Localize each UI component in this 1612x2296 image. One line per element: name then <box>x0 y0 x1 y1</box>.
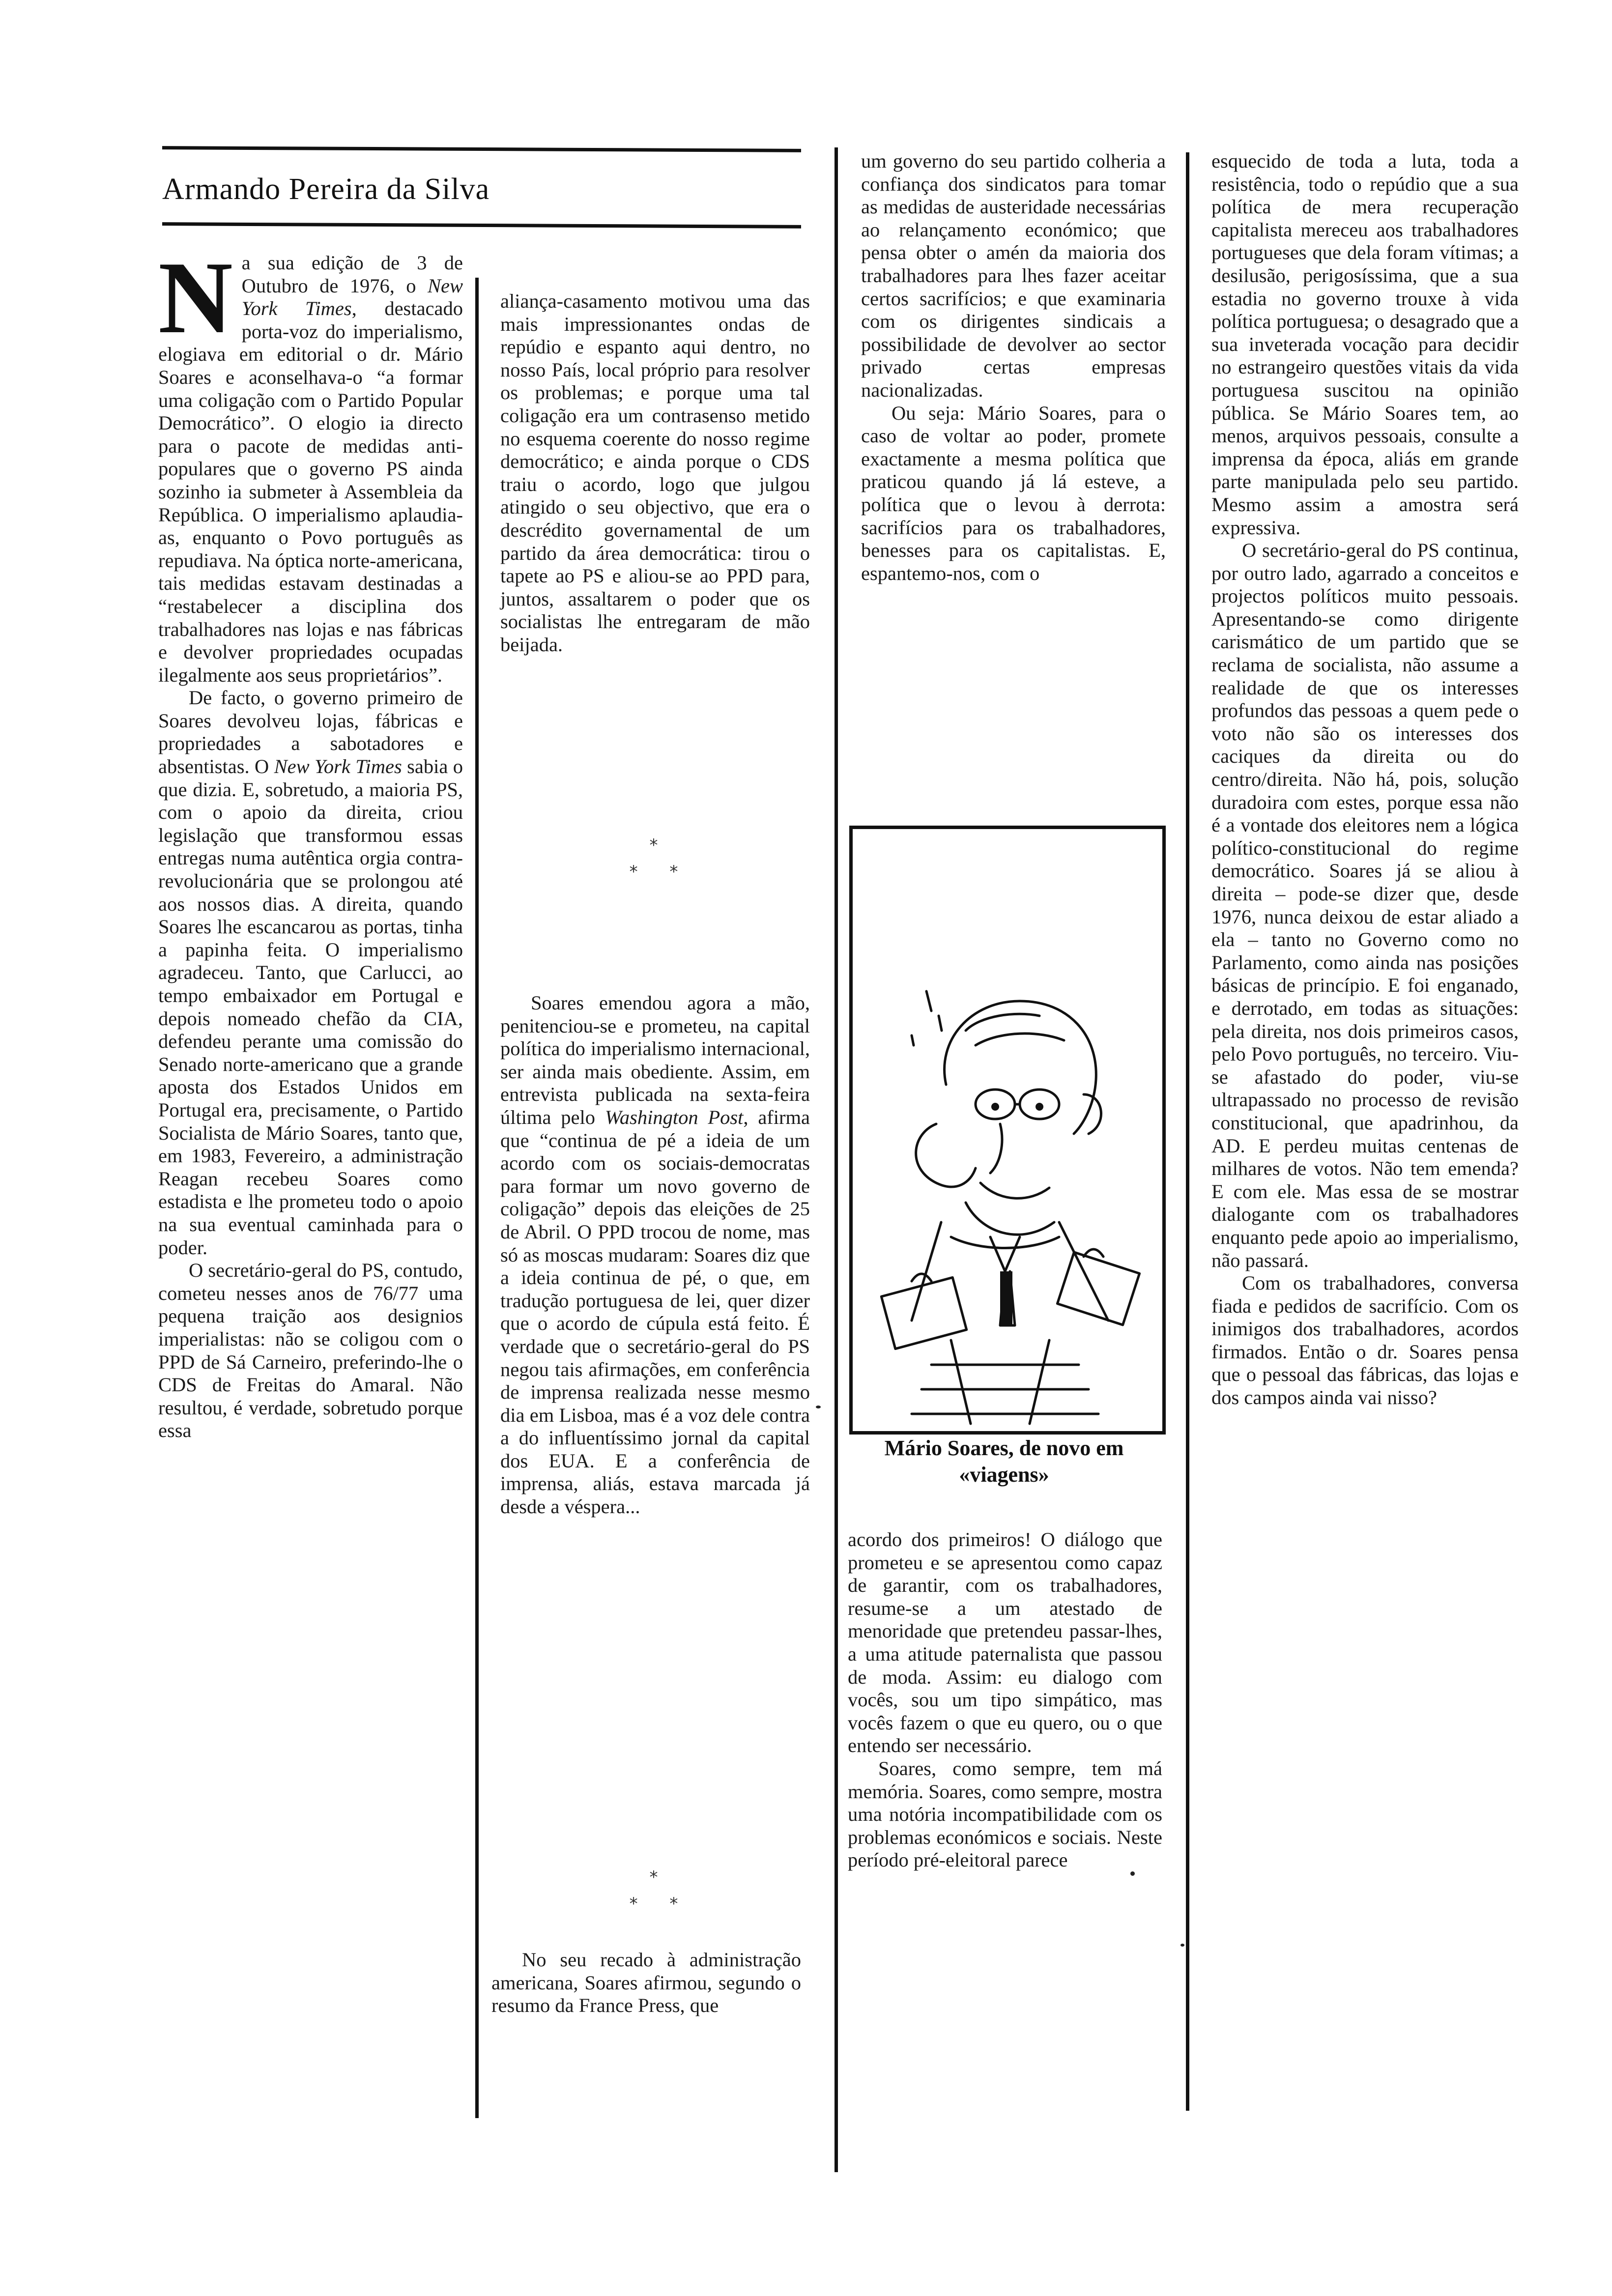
publication-title: Washington Post <box>604 1106 744 1128</box>
column-2-body-part-3 <box>491 1949 801 2017</box>
column-4-body <box>1211 150 1519 1409</box>
paragraph-text: sabia o que dizia. E, sobretudo, a maioria PS, com o apoio da direita, criou legislação que transformou essas entregas numa autêntica orgia contra-revolucionária que se prolongou até aos nossos dias. A direita, quando Soares lhe escancarou as portas, tinha a papinha feita. O imperialismo agradeceu. Tanto, que Carlucci, ao tempo embaixador em Portugal e depois nomeado chefão da CIA, defendeu perante uma comissão do Senado norte-americano que a grande aposta dos Estados Unidos em Portugal era, precisamente, o Partido Socialista de Mário Soares, tanto que, em 1983, Fevereiro, a administração Reagan recebeu Soares como estadista e lhe prometeu todo o apoio na sua eventual caminhada para o poder. <box>158 755 463 1259</box>
article-column-4 <box>1211 150 1519 1409</box>
article-paragraph <box>1211 539 1519 1272</box>
article-column-3-continued <box>848 1528 1162 1872</box>
column-divider-3 <box>1186 152 1189 2111</box>
article-paragraph <box>158 687 463 1259</box>
column-1-body <box>158 241 463 1442</box>
column-divider-2 <box>835 147 838 2172</box>
article-paragraph <box>1211 150 1519 539</box>
top-rule <box>162 146 801 152</box>
star-pair: * * <box>629 862 678 882</box>
star-pair: * * <box>629 1894 678 1914</box>
illustration-caption <box>849 1435 1159 1488</box>
publication-title: New York Times <box>241 274 463 320</box>
paragraph-text: a sua edição de 3 de Outubro de 1976, o <box>241 252 463 297</box>
caption-line-1: Mário Soares, de novo em <box>884 1436 1124 1460</box>
paragraph-text: , afirma que “continua de pé a ideia de um acordo com os sociais-democratas para formar um novo governo de coligação” depois das eleições de 25 de Abril. O PPD trocou de nome, mas só as moscas mudaram: Soares diz que a ideia continua de pé, o que, em tradução portuguesa de lei, quer dizer que o acordo de cúpula está feito. É verdade que o secretário-geral do PS negou tais afirmações, em conferência de imprensa realizada nesse mesmo dia em Lisboa, mas é a voz dele contra a do influentíssimo jornal da capital dos EUA. E a conferência de imprensa, aliás, estava marcada já desde a véspera... <box>500 1106 810 1518</box>
drop-cap: N <box>158 241 233 355</box>
column-2-body-part-1 <box>500 290 810 657</box>
paragraph-text: Com os trabalhadores, conversa fiada e pedidos de sacrifício. Com os inimigos dos trabalhadores, acordos firmados. Então o dr. Soares pensa que o pessoal das fábricas, das lojas e dos campos ainda vai nisso? <box>1211 1272 1519 1409</box>
article-column-2-continued <box>500 992 810 1519</box>
article-paragraph <box>861 150 1166 402</box>
paragraph-text: Soares emendou agora a mão, penitenciou-se e prometeu, na capital política do imperialismo internacional, ser ainda mais obediente. Assim, em entrevista publicada na sexta-feira última pelo <box>500 992 810 1128</box>
article-column-2-end <box>491 1949 801 2017</box>
article-column-3 <box>861 150 1166 585</box>
article-paragraph <box>1211 1272 1519 1409</box>
author-byline: Armando Pereira da Silva <box>162 172 490 206</box>
paragraph-text: esquecido de toda a luta, toda a resistência, todo o repúdio que a sua política de mera recuperação capitalista mereceu aos trabalhadores portugueses que dela foram vítimas; a desilusão, perigosíssima, que a sua estadia no governo trouxe à vida política portuguesa; o desagrado que a sua inveterada vocação para decidir no estrangeiro questões vitais da vida portuguesa suscitou na opinião pública. Se Mário Soares tem, ao menos, arquivos pessoais, consulte a imprensa da época, aliás em grande parte manipulada pelo seu partido. Mesmo assim a amostra será expressiva. <box>1211 150 1519 539</box>
scan-speck <box>816 1406 821 1408</box>
scan-speck <box>1130 1871 1135 1876</box>
paragraph-text: No seu recado à administração americana, Soares afirmou, segundo o resumo da France Press, que <box>491 1949 801 2017</box>
scan-speck <box>1180 1944 1184 1947</box>
column-3-body-part-2 <box>848 1528 1162 1872</box>
section-break-1 <box>590 835 718 882</box>
paragraph-text: De facto, o governo primeiro de Soares devolveu lojas, fábricas e propriedades a sabotadores e absentistas. O <box>158 687 463 778</box>
caricature-illustration <box>849 826 1166 1435</box>
article-paragraph <box>848 1757 1162 1872</box>
paragraph-text: um governo do seu partido colheria a confiança dos sindicatos para tomar as medidas de austeridade necessárias ao relançamento económico; que pensa obter o amén da maioria dos trabalhadores para lhes fazer aceitar certos sacrifícios; e que examinaria com os dirigentes sindicais a possibilidade de devolver ao sector privado certas empresas nacionalizadas. <box>861 150 1166 401</box>
article-paragraph <box>861 402 1166 585</box>
paragraph-text: , destacado porta-voz do imperialismo, elogiava em editorial o dr. Mário Soares e aconselhava-o “a formar uma coligação com o Partido Popular Democrático”. O elogio ia directo para o pacote de medidas anti-populares que o governo PS ainda sozinho ia submeter à Assembleia da República. O imperialismo aplaudia-as, enquanto o Povo português as repudiava. Na óptica norte-americana, tais medidas estavam destinadas a “restabelecer a disciplina dos trabalhadores nas lojas e nas fábricas e devolver propriedades ocupadas ilegalmente aos seus proprietários”. <box>158 297 463 686</box>
article-paragraph <box>848 1528 1162 1757</box>
star-top: * <box>649 1867 658 1887</box>
paragraph-text: aliança-casamento motivou uma das mais impressionantes ondas de repúdio e espanto aqui dentro, no nosso País, local próprio para resolver os problemas; e porque uma tal coligação era um contrasenso metido no esquema coerente do nosso regime democrático; e ainda porque o CDS traiu o acordo, logo que julgou atingido o seu objectivo, que era o descrédito governamental de um partido da área democrática: tirou o tapete ao PS e aliou-se ao PPD para, juntos, assaltarem o poder que os socialistas lhe entregaram de mão beijada. <box>500 290 810 656</box>
caricature-drawing-icon <box>853 829 1162 1431</box>
caption-line-2: «viagens» <box>959 1463 1049 1487</box>
publication-title: New York Times <box>274 755 402 778</box>
paragraph-text: acordo dos primeiros! O diálogo que prometeu e se apresentou como capaz de garantir, com os trabalhadores, resume-se a um atestado de menoridade que pretendeu passar-lhes, a uma atitude paternalista que passou de moda. Assim: eu dialogo com vocês, sou um tipo simpático, mas vocês fazem o que eu quero, ou o que entendo ser necessário. <box>848 1528 1162 1757</box>
section-break-2 <box>590 1867 718 1914</box>
byline-bottom-rule <box>162 222 801 229</box>
paragraph-text: Soares, como sempre, tem má memória. Soares, como sempre, mostra uma notória incompatibilidade com os problemas económicos e sociais. Neste período pré-eleitoral parece <box>848 1757 1162 1871</box>
paragraph-text: O secretário-geral do PS, contudo, cometeu nesses anos de 76/77 uma pequena traição aos designios imperialistas: não se coligou com o PPD de Sá Carneiro, preferindo-lhe o CDS de Freitas do Amaral. Não resultou, é verdade, sobretudo porque essa <box>158 1259 463 1442</box>
article-paragraph <box>491 1949 801 2017</box>
column-divider-1 <box>475 278 479 2118</box>
paragraph-text: Ou seja: Mário Soares, para o caso de voltar ao poder, promete exactamente a mesma política que praticou quando já lá esteve, a política que o levou à derrota: sacrifícios para os trabalhadores, benesses para os capitalistas. E, espantemo-nos, com o <box>861 402 1166 584</box>
article-paragraph <box>500 290 810 657</box>
column-2-body-part-2 <box>500 992 810 1519</box>
article-column-1 <box>158 241 463 1442</box>
column-3-body-part-1 <box>861 150 1166 585</box>
article-paragraph <box>158 1259 463 1442</box>
article-column-2 <box>500 290 810 657</box>
star-top: * <box>649 835 658 855</box>
paragraph-text: O secretário-geral do PS continua, por outro lado, agarrado a conceitos e projectos políticos muito pessoais. Apresentando-se como dirigente carismático de um partido que se reclama de socialista, não assume a realidade de que os interesses profundos das pessoas a quem pede o voto não são os interesses dos caciques da direita ou do centro/direita. Não há, pois, solução duradoira com estes, porque essa não é a vontade dos eleitores nem a lógica político-constitucional do regime democrático. Soares já se aliou à direita – pode-se dizer que, desde 1976, nunca deixou de estar aliado a ela – tanto no Governo como no Parlamento, como ainda nas posições básicas de princípio. E foi enganado, e derrotado, em todas as situações: pela direita, nos dois primeiros casos, pelo Povo português, no terceiro. Viu-se afastado do poder, viu-se ultrapassado no processo de revisão constitucional, que apadrinhou, da AD. E perdeu muitas centenas de milhares de votos. Não tem emenda? E com ele. Mas essa de se mostrar dialogante com os trabalhadores enquanto pede apoio ao imperialismo, não passará. <box>1211 539 1519 1271</box>
article-paragraph <box>500 992 810 1519</box>
